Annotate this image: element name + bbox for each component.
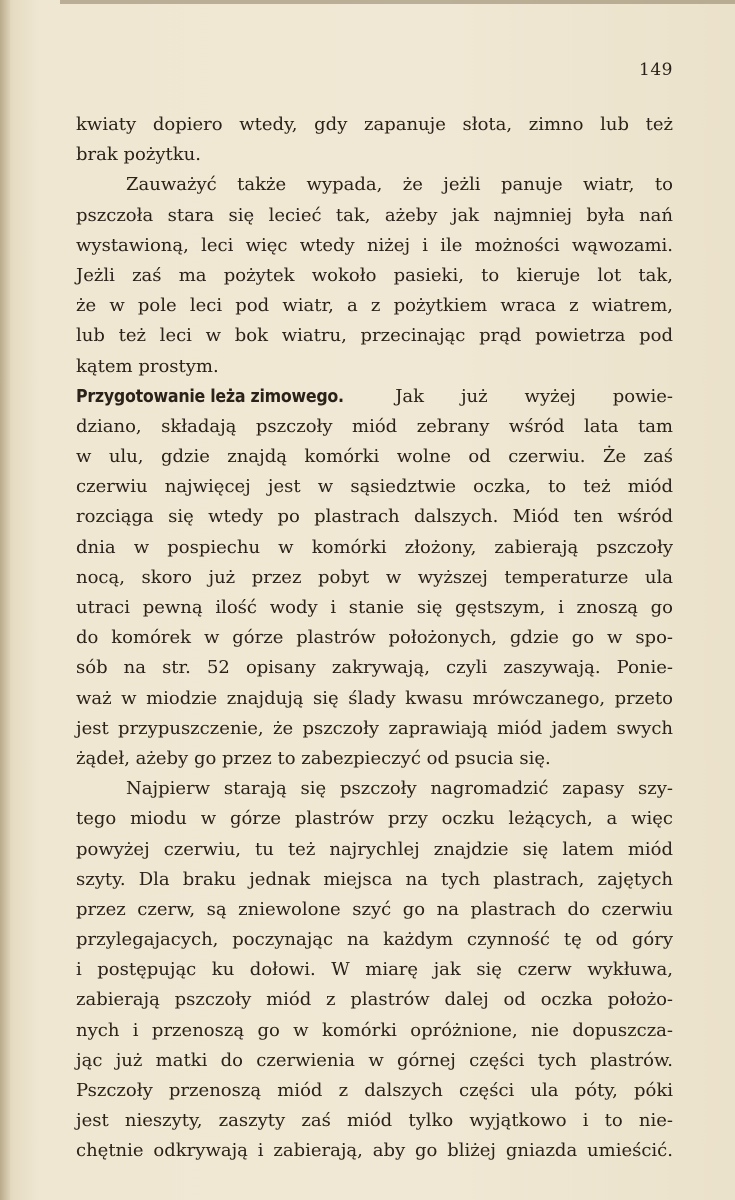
text-line-content: rozciąga się wtedy po plastrach dalszych. Miód ten wśród bbox=[76, 506, 673, 528]
text-line bbox=[76, 653, 673, 683]
text-line-content: wystawioną, leci więc wtedy niżej i ile możności wąwozami. bbox=[76, 234, 673, 256]
text-line-content: pszczoła stara się lecieć tak, ażeby jak najmniej była nań bbox=[76, 204, 673, 226]
text-line bbox=[76, 1016, 673, 1046]
text-line-content: zabierają pszczoły miód z plastrów dalej od oczka położo- bbox=[76, 989, 673, 1011]
text-line-content: nocą, skoro już przez pobyt w wyższej temperaturze ula bbox=[76, 566, 673, 588]
text-line bbox=[76, 291, 673, 321]
text-line bbox=[76, 684, 673, 714]
text-line bbox=[76, 623, 673, 653]
text-line bbox=[76, 563, 673, 593]
text-line bbox=[76, 533, 673, 563]
text-line-content: do komórek w górze plastrów położonych, gdzie go w spo- bbox=[76, 627, 673, 649]
text-line bbox=[76, 804, 673, 834]
text-line bbox=[76, 865, 673, 895]
text-line bbox=[76, 1106, 673, 1136]
text-line bbox=[76, 321, 673, 351]
text-line-content: żądeł, ażeby go przez to zabezpieczyć od psucia się. bbox=[76, 747, 551, 769]
text-line-content: że w pole leci pod wiatr, a z pożytkiem wraca z wiatrem, bbox=[76, 295, 673, 317]
text-line-content: dziano, składają pszczoły miód zebrany wśród lata tam bbox=[76, 415, 673, 437]
text-line bbox=[76, 1136, 673, 1166]
text-line bbox=[76, 502, 673, 532]
text-line bbox=[76, 382, 673, 412]
text-line bbox=[76, 925, 673, 955]
text-line-content: jąc już matki do czerwienia w górnej części tych plastrów. bbox=[76, 1049, 673, 1071]
text-line-content: w ulu, gdzie znajdą komórki wolne od czerwiu. Że zaś bbox=[76, 446, 673, 468]
text-line-content: chętnie odkrywają i zabierają, aby go bliżej gniazda umieścić. bbox=[76, 1140, 673, 1162]
text-line-content: waż w miodzie znajdują się ślady kwasu mrówczanego, przeto bbox=[76, 687, 673, 709]
text-line bbox=[76, 261, 673, 291]
text-line bbox=[76, 1046, 673, 1076]
text-line bbox=[76, 744, 673, 774]
text-line bbox=[76, 412, 673, 442]
text-line bbox=[76, 201, 673, 231]
text-line-content: kątem prostym. bbox=[76, 355, 219, 377]
text-line bbox=[76, 442, 673, 472]
text-line bbox=[76, 1076, 673, 1106]
text-line-content: przez czerw, są zniewolone szyć go na plastrach do czerwiu bbox=[76, 898, 673, 920]
body-text bbox=[76, 110, 673, 1167]
text-line-content: przylegajacych, poczynając na każdym czynność tę od góry bbox=[76, 929, 673, 951]
text-line bbox=[76, 955, 673, 985]
text-line bbox=[76, 985, 673, 1015]
text-line bbox=[76, 714, 673, 744]
text-line-content: szyty. Dla braku jednak miejsca na tych plastrach, zajętych bbox=[76, 868, 673, 890]
text-line-content: Pszczoły przenoszą miód z dalszych części ula póty, póki bbox=[76, 1080, 673, 1101]
text-line-content: nych i przenoszą go w komórki opróżnione, nie dopuszcza- bbox=[76, 1019, 673, 1041]
text-line bbox=[76, 352, 673, 382]
text-line-content: sób na str. 52 opisany zakrywają, czyli zaszywają. Ponie- bbox=[76, 657, 673, 679]
text-line bbox=[76, 140, 673, 170]
text-line-content: czerwiu najwięcej jest w sąsiedztwie oczka, to też miód bbox=[76, 476, 673, 498]
text-line-content: i postępując ku dołowi. W miarę jak się czerw wykłuwa, bbox=[76, 959, 673, 981]
text-line bbox=[76, 774, 673, 804]
text-line-content: dnia w pospiechu w komórki złożony, zabierają pszczoły bbox=[76, 536, 673, 558]
text-line-content: Zauważyć także wypada, że jeżli panuje wiatr, to bbox=[126, 174, 673, 196]
text-line bbox=[76, 895, 673, 925]
text-line-content: kwiaty dopiero wtedy, gdy zapanuje słota, zimno lub też bbox=[76, 114, 673, 135]
text-line-content: Jeżli zaś ma pożytek wokoło pasieki, to kieruje lot tak, bbox=[76, 264, 673, 286]
text-line bbox=[76, 231, 673, 261]
text-line-content: lub też leci w bok wiatru, przecinając prąd powietrza pod bbox=[76, 325, 673, 347]
page-number: 149 bbox=[639, 60, 673, 80]
text-line bbox=[76, 472, 673, 502]
text-line bbox=[76, 593, 673, 623]
text-line bbox=[76, 110, 673, 140]
text-line-content: Najpierw starają się pszczoły nagromadzić zapasy szy- bbox=[126, 778, 673, 800]
section-heading: Przygotowanie leża zimowego. bbox=[76, 385, 344, 407]
text-line bbox=[76, 835, 673, 865]
page-binding-edge bbox=[0, 0, 10, 1200]
text-line-content: powyżej czerwiu, tu też najrychlej znajdzie się latem miód bbox=[76, 838, 673, 860]
text-line-content: tego miodu w górze plastrów przy oczku leżących, a więc bbox=[76, 808, 673, 830]
text-line-content: Jak już wyżej powie- bbox=[358, 385, 673, 407]
text-line-content: utraci pewną ilość wody i stanie się gęstszym, i znoszą go bbox=[76, 597, 673, 618]
text-line-content: brak pożytku. bbox=[76, 144, 201, 166]
text-line bbox=[76, 170, 673, 200]
text-line-content: jest nieszyty, zaszyty zaś miód tylko wyjątkowo i to nie- bbox=[76, 1110, 673, 1132]
top-rule bbox=[60, 0, 735, 4]
text-line-content: jest przypuszczenie, że pszczoły zaprawiają miód jadem swych bbox=[76, 717, 673, 739]
